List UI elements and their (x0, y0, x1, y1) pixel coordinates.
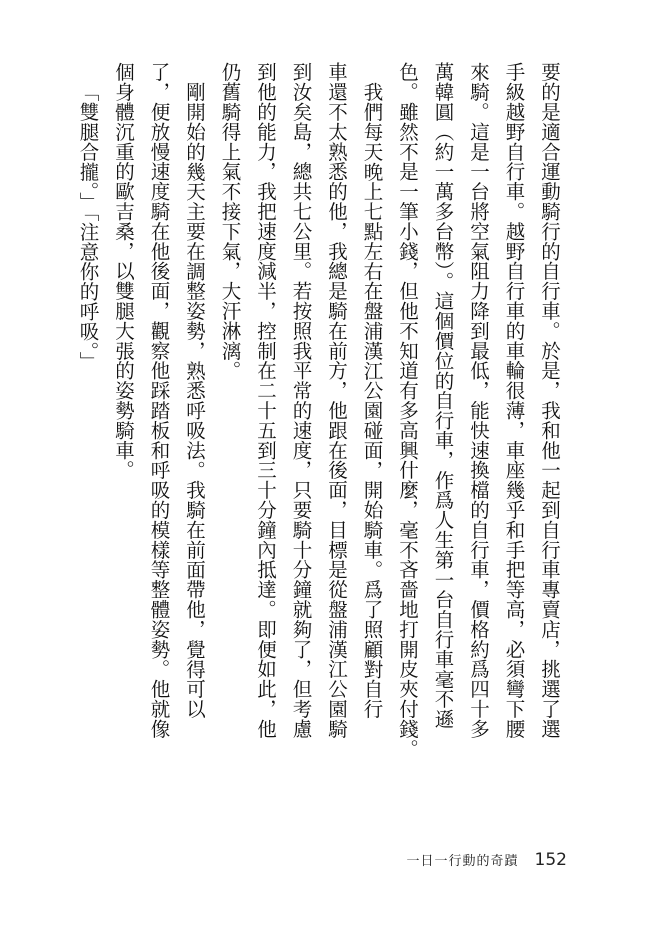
text-column-5: 色。雖然不是一筆小錢，但他不知道有多高興什麼，毫不吝嗇地打開皮夾付錢。 (396, 62, 419, 759)
running-title: 一日一行動的奇蹟 (406, 854, 519, 869)
text-column-6: 我們每天晚上七點左右在盤浦漢江公園碰面，開始騎車。爲了照顧對自行 (360, 82, 384, 719)
text-column-14: 「雙腿合攏。」「注意你的呼吸。」 (76, 82, 100, 372)
text-column-13: 個身體沉重的歐吉桑，以雙腿大張的姿勢騎車。 (112, 62, 135, 480)
text-column-9: 到他的能力，我把速度減半，控制在二十五到三十分鐘內抵達。即便如此，他 (254, 62, 277, 739)
text-column-4: 萬韓圓（約一萬多台幣）。這個價位的自行車，作爲人生第一台自行車毫不遜 (431, 62, 455, 729)
text-column-2: 手級越野自行車。越野自行車的車輪很薄，車座幾乎和手把等高，必須彎下腰 (502, 62, 526, 739)
text-column-7: 車還不太熟悉的他，我總是騎在前方，他跟在後面，目標是從盤浦漢江公園騎 (325, 62, 348, 739)
text-column-1: 要的是適合運動騎行的自行車。於是，我和他一起到自行車專賣店，挑選了選 (538, 62, 561, 739)
text-column-11: 剛開始的幾天主要在調整姿勢，熟悉呼吸法。我騎在前面帶他，覺得可以 (183, 82, 206, 719)
page-number: 152 (534, 850, 567, 870)
text-column-3: 來騎。這是一台將空氣阻力降到最低，能快速換檔的自行車，價格約爲四十多 (467, 62, 490, 739)
page-footer (407, 850, 567, 870)
text-column-8: 到汝矣島，總共七公里。若按照我平常的速度，只要騎十分鐘就夠了，但考慮 (289, 62, 313, 739)
vertical-text-body (70, 62, 567, 759)
text-column-10: 仍舊騎得上氣不接下氣，大汗淋漓。 (218, 62, 242, 381)
text-column-12: 了，便放慢速度騎在他後面，觀察他踩踏板和呼吸的模樣等整體姿勢。他就像 (147, 62, 171, 739)
